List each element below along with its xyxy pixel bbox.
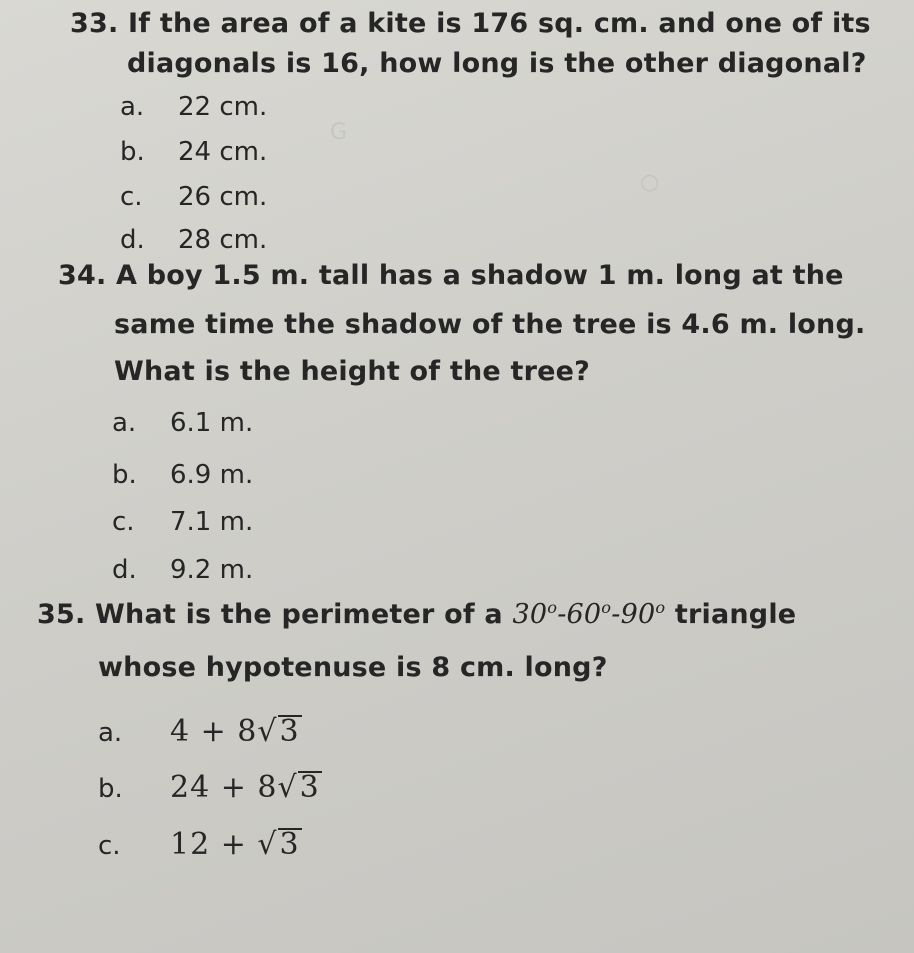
question-33-line-1	[70, 8, 871, 39]
option-letter: b.	[112, 460, 137, 490]
question-34-text-2: same time the shadow of the tree is 4.6 m. long.	[114, 309, 866, 340]
option-text: 24 cm.	[178, 137, 268, 167]
question-35-line-1	[37, 598, 796, 630]
question-34-text-3: What is the height of the tree?	[114, 356, 590, 387]
option-letter: d.	[120, 225, 145, 255]
expression-lead: 24 + 8	[170, 770, 278, 805]
triangle-angles: 30$^o$-60$^o$-90$^o$	[512, 598, 666, 630]
option-letter: a.	[120, 92, 145, 122]
radicand: 3	[299, 770, 320, 805]
option-text: 7.1 m.	[170, 507, 254, 537]
q34-option-c	[112, 507, 253, 537]
radicand: 3	[279, 714, 300, 749]
q34-option-b	[112, 460, 253, 490]
option-text: 22 cm.	[178, 92, 268, 122]
expression-lead: 12 +	[170, 827, 258, 862]
option-expression	[170, 770, 322, 805]
option-letter: a.	[112, 408, 137, 438]
sqrt-expression	[277, 770, 321, 805]
q35-option-a	[98, 714, 302, 749]
option-letter: c.	[120, 182, 143, 212]
question-35-number: 35.	[37, 599, 86, 630]
angle-90: 90	[620, 599, 656, 630]
question-33-text-1: If the area of a kite is 176 sq. cm. and one of its	[128, 8, 871, 39]
option-letter: c.	[112, 507, 135, 537]
option-expression	[170, 827, 302, 862]
radical-sign: √	[277, 770, 298, 805]
q33-option-a	[120, 92, 267, 122]
question-34-number: 34.	[58, 260, 107, 291]
question-35-text-1: What is the perimeter of a	[95, 599, 503, 630]
degree-mark: o	[547, 598, 558, 617]
question-35-text-suffix: triangle	[674, 599, 797, 630]
option-text: 28 cm.	[178, 225, 268, 255]
angle-30: 30	[512, 599, 548, 630]
question-35-text-2: whose hypotenuse is 8 cm. long?	[98, 652, 608, 683]
radical-sign: √	[257, 827, 278, 862]
degree-mark: o	[601, 598, 612, 617]
option-letter: b.	[98, 774, 123, 804]
q33-option-b	[120, 137, 267, 167]
radicand: 3	[279, 827, 300, 862]
option-expression	[170, 714, 302, 749]
option-letter: a.	[98, 718, 123, 748]
expression-lead: 4 + 8	[170, 714, 258, 749]
option-letter: c.	[98, 831, 121, 861]
question-33-number: 33.	[70, 8, 119, 39]
degree-mark: o	[655, 598, 666, 617]
option-letter: b.	[120, 137, 145, 167]
q33-option-c	[120, 182, 267, 212]
sqrt-expression	[257, 714, 301, 749]
option-text: 26 cm.	[178, 182, 268, 212]
option-text: 6.9 m.	[170, 460, 254, 490]
bleed-through-mark: G	[330, 120, 348, 145]
question-34-line-1	[58, 260, 844, 291]
option-letter: d.	[112, 555, 137, 585]
option-text: 6.1 m.	[170, 408, 254, 438]
q34-option-a	[112, 408, 253, 438]
radical-sign: √	[257, 714, 278, 749]
q33-option-d	[120, 225, 267, 255]
angle-60: 60	[566, 599, 602, 630]
question-33-text-2: diagonals is 16, how long is the other diagonal?	[127, 48, 867, 79]
q35-option-b	[98, 770, 322, 805]
q34-option-d	[112, 555, 253, 585]
q35-option-c	[98, 827, 302, 862]
sqrt-expression	[257, 827, 301, 862]
option-text: 9.2 m.	[170, 555, 254, 585]
question-34-text-1: A boy 1.5 m. tall has a shadow 1 m. long at the	[116, 260, 844, 291]
bleed-through-mark: ○	[640, 170, 660, 195]
